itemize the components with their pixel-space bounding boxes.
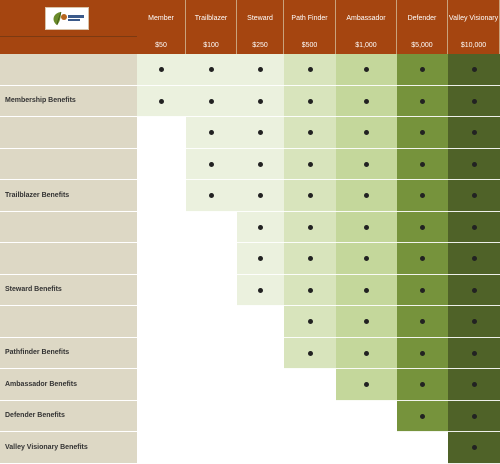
benefit-cell [448,243,500,275]
tier-price-4: $500 [284,36,336,54]
included-dot-icon [209,162,214,167]
benefit-cell [448,117,500,149]
benefit-label-row [0,212,137,244]
tier-column-3 [237,54,284,306]
benefit-cell [397,306,448,338]
included-dot-icon [258,288,263,293]
benefit-cell [237,149,284,181]
benefit-cell [336,243,397,275]
included-dot-icon [364,225,369,230]
benefit-cell [186,180,237,212]
tier-name-6: Defender [397,0,448,36]
benefit-cell [284,306,336,338]
included-dot-icon [472,351,477,356]
tier-name-4: Path Finder [284,0,336,36]
included-dot-icon [364,351,369,356]
benefit-cell [397,180,448,212]
benefit-cell [448,338,500,370]
included-dot-icon [420,351,425,356]
benefit-label-row: Valley Visionary Benefits [0,432,137,464]
included-dot-icon [364,288,369,293]
included-dot-icon [472,288,477,293]
benefit-cell [448,212,500,244]
included-dot-icon [364,382,369,387]
included-dot-icon [364,130,369,135]
benefit-label-row: Pathfinder Benefits [0,338,137,370]
included-dot-icon [258,67,263,72]
benefit-cell [397,54,448,86]
tier-column-4 [284,54,336,369]
tier-column-2 [186,54,237,212]
included-dot-icon [472,67,477,72]
benefit-cell [336,54,397,86]
included-dot-icon [420,382,425,387]
benefit-cell [237,243,284,275]
benefit-cell [284,275,336,307]
included-dot-icon [308,288,313,293]
included-dot-icon [258,193,263,198]
benefit-cell [336,275,397,307]
included-dot-icon [420,99,425,104]
benefit-cell [137,86,186,118]
benefit-cell [448,369,500,401]
benefit-cell [397,117,448,149]
included-dot-icon [308,351,313,356]
included-dot-icon [420,67,425,72]
included-dot-icon [420,130,425,135]
benefit-label-row: Membership Benefits [0,86,137,118]
included-dot-icon [364,99,369,104]
included-dot-icon [472,319,477,324]
benefit-cell [448,180,500,212]
benefit-cell [397,86,448,118]
benefit-cell [284,212,336,244]
tier-price-3: $250 [237,36,284,54]
included-dot-icon [420,162,425,167]
benefit-cell [186,86,237,118]
benefit-cell [397,401,448,433]
tier-column-1 [137,54,186,117]
included-dot-icon [420,193,425,198]
included-dot-icon [472,130,477,135]
included-dot-icon [364,319,369,324]
benefit-label-row: Defender Benefits [0,401,137,433]
benefit-cell [397,369,448,401]
benefit-cell [284,117,336,149]
benefit-cell [284,86,336,118]
benefit-cell [284,54,336,86]
benefit-cell [284,243,336,275]
benefit-cell [336,369,397,401]
included-dot-icon [472,414,477,419]
tier-price-7: $10,000 [448,36,500,54]
benefit-cell [336,86,397,118]
benefit-cell [336,306,397,338]
included-dot-icon [258,99,263,104]
included-dot-icon [308,193,313,198]
tier-price-6: $5,000 [397,36,448,54]
included-dot-icon [209,193,214,198]
benefit-cell [448,149,500,181]
benefit-cell [336,117,397,149]
benefit-cell [448,306,500,338]
included-dot-icon [472,382,477,387]
benefit-cell [397,275,448,307]
benefit-cell [336,149,397,181]
benefit-cell [336,212,397,244]
benefit-cell [397,149,448,181]
included-dot-icon [308,99,313,104]
benefit-cell [237,180,284,212]
benefit-cell [448,275,500,307]
included-dot-icon [364,256,369,261]
benefit-cell [137,54,186,86]
tier-name-3: Steward [237,0,284,36]
included-dot-icon [209,67,214,72]
included-dot-icon [209,99,214,104]
benefit-cell [336,338,397,370]
benefit-label-row [0,149,137,181]
tier-column-6 [397,54,448,432]
benefit-cell [237,86,284,118]
benefit-cell [284,149,336,181]
benefit-cell [237,117,284,149]
benefit-label-row [0,306,137,338]
included-dot-icon [472,445,477,450]
benefit-cell [397,338,448,370]
included-dot-icon [159,67,164,72]
included-dot-icon [420,288,425,293]
included-dot-icon [258,162,263,167]
included-dot-icon [420,256,425,261]
benefit-cell [186,117,237,149]
included-dot-icon [364,162,369,167]
tier-name-2: Trailblazer [186,0,237,36]
included-dot-icon [308,130,313,135]
included-dot-icon [209,130,214,135]
included-dot-icon [364,67,369,72]
included-dot-icon [420,414,425,419]
tier-name-7: Valley Visionary [448,0,500,36]
benefit-cell [397,212,448,244]
included-dot-icon [308,67,313,72]
included-dot-icon [308,162,313,167]
included-dot-icon [420,319,425,324]
included-dot-icon [258,225,263,230]
benefit-cell [448,432,500,464]
included-dot-icon [472,99,477,104]
organization-logo [45,7,89,30]
included-dot-icon [258,130,263,135]
included-dot-icon [472,256,477,261]
included-dot-icon [420,225,425,230]
included-dot-icon [308,225,313,230]
benefit-label-row: Trailblazer Benefits [0,180,137,212]
benefit-cell [186,54,237,86]
included-dot-icon [258,256,263,261]
included-dot-icon [364,193,369,198]
benefit-cell [237,54,284,86]
included-dot-icon [159,99,164,104]
included-dot-icon [308,319,313,324]
included-dot-icon [308,256,313,261]
tier-column-7 [448,54,500,464]
benefit-cell [448,54,500,86]
tier-price-2: $100 [186,36,237,54]
benefit-label-row: Ambassador Benefits [0,369,137,401]
benefit-cell [237,275,284,307]
benefit-cell [284,338,336,370]
benefit-label-row [0,243,137,275]
tier-price-5: $1,000 [336,36,397,54]
benefit-label-row: Steward Benefits [0,275,137,307]
included-dot-icon [472,193,477,198]
included-dot-icon [472,162,477,167]
benefit-label-row [0,117,137,149]
benefit-cell [186,149,237,181]
leaf-logo-icon [47,9,87,28]
included-dot-icon [472,225,477,230]
tier-name-1: Member [137,0,186,36]
tier-name-5: Ambassador [336,0,397,36]
benefit-cell [448,401,500,433]
benefit-cell [237,212,284,244]
benefit-cell [284,180,336,212]
benefit-cell [336,180,397,212]
benefit-label-row [0,54,137,86]
tier-column-5 [336,54,397,401]
benefit-cell [448,86,500,118]
tier-price-1: $50 [137,36,186,54]
benefit-cell [397,243,448,275]
